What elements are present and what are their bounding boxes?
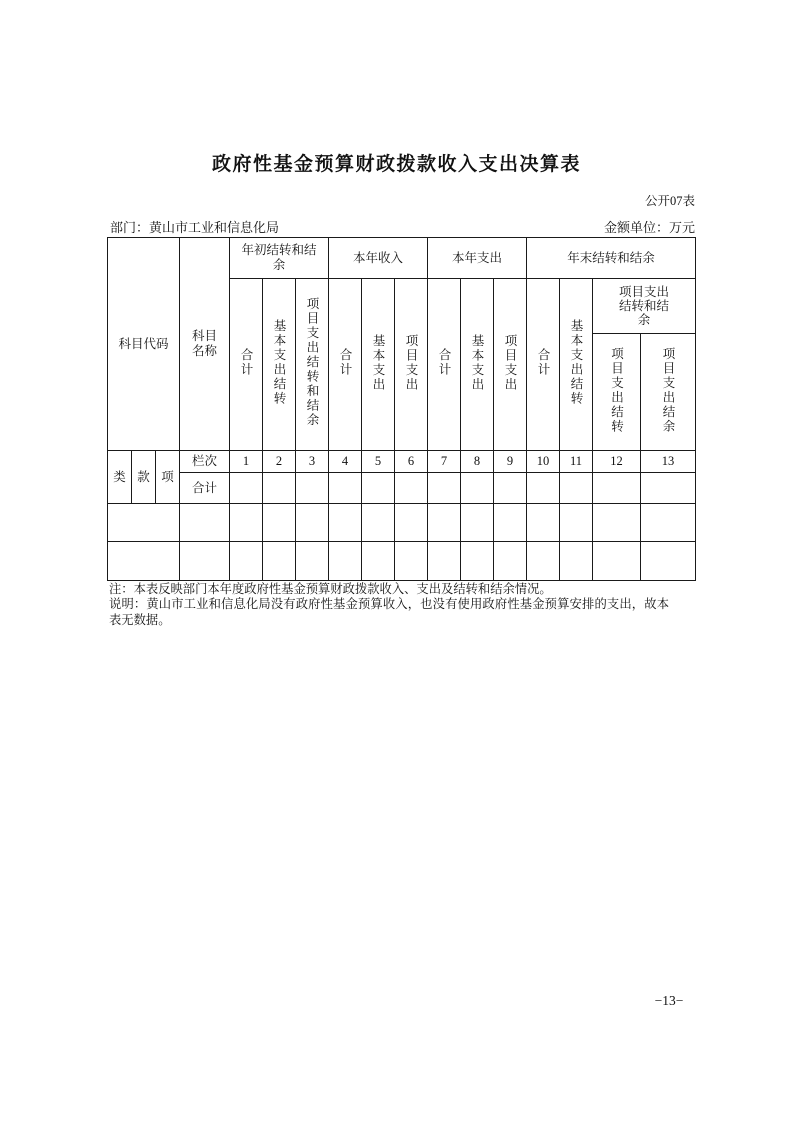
cell <box>263 504 296 542</box>
header-col-2-basic-carryover: 基本支出结转 <box>263 279 296 451</box>
header-col-3-project-carryover-balance: 项目支出结转和结余 <box>296 279 329 451</box>
cell <box>230 504 263 542</box>
cell <box>461 504 494 542</box>
cell <box>560 504 593 542</box>
cell <box>494 542 527 581</box>
row-name-total: 合计 <box>180 473 230 504</box>
col-number: 1 <box>230 451 263 473</box>
cell <box>428 473 461 504</box>
cell <box>593 504 641 542</box>
cell <box>641 473 696 504</box>
cell <box>230 473 263 504</box>
header-col-9-project-expenditure: 项目支出 <box>494 279 527 451</box>
col-number: 10 <box>527 451 560 473</box>
cell <box>593 542 641 581</box>
header-col-5-basic-expenditure: 基本支出 <box>362 279 395 451</box>
header-col-13-project-balance: 项目支出结余 <box>641 334 696 451</box>
explanation-text: 说明：黄山市工业和信息化局没有政府性基金预算收入，也没有使用政府性基金预算安排的支出，故本表无数据。 <box>109 597 669 627</box>
header-col-4-total: 合计 <box>329 279 362 451</box>
col-number: 2 <box>263 451 296 473</box>
header-col-11-basic-carryover: 基本支出结转 <box>560 279 593 451</box>
table-row <box>108 542 696 581</box>
header-group-yearend-balance: 年末结转和结余 <box>527 238 696 279</box>
header-col-7-total: 合计 <box>428 279 461 451</box>
cell <box>527 473 560 504</box>
table-notes <box>109 582 669 628</box>
col-number: 7 <box>428 451 461 473</box>
col-number: 9 <box>494 451 527 473</box>
cell <box>461 542 494 581</box>
table-row <box>108 504 696 542</box>
header-subject-code: 科目代码 <box>108 238 180 451</box>
cell <box>527 542 560 581</box>
cell <box>362 504 395 542</box>
cell <box>560 542 593 581</box>
col-number: 11 <box>560 451 593 473</box>
cell <box>296 542 329 581</box>
cell <box>329 473 362 504</box>
cell <box>527 504 560 542</box>
cell <box>494 473 527 504</box>
cell <box>230 542 263 581</box>
note-text: 注：本表反映部门本年度政府性基金预算财政拨款收入、支出及结转和结余情况。 <box>109 582 552 596</box>
cell <box>641 504 696 542</box>
col-number: 12 <box>593 451 641 473</box>
col-number: 13 <box>641 451 696 473</box>
cell <box>329 504 362 542</box>
cell <box>560 473 593 504</box>
cell <box>395 542 428 581</box>
header-col-8-basic-expenditure: 基本支出 <box>461 279 494 451</box>
page-title: 政府性基金预算财政拨款收入支出决算表 <box>211 154 581 175</box>
cell <box>428 542 461 581</box>
cell <box>641 542 696 581</box>
cell <box>329 542 362 581</box>
header-group-current-income: 本年收入 <box>329 238 428 279</box>
col-number: 4 <box>329 451 362 473</box>
row-code <box>108 542 180 581</box>
cell <box>395 504 428 542</box>
header-code-lei: 类 <box>108 451 132 504</box>
header-code-kuan: 款 <box>132 451 156 504</box>
header-subgroup-project-carryover-balance: 项目支出结转和结余 <box>593 279 696 334</box>
header-group-beginning-balance: 年初结转和结余 <box>230 238 329 279</box>
cell <box>494 504 527 542</box>
cell <box>296 473 329 504</box>
header-col-1-total: 合计 <box>230 279 263 451</box>
col-number: 3 <box>296 451 329 473</box>
header-lanci: 栏次 <box>180 451 230 473</box>
row-name <box>180 504 230 542</box>
cell <box>362 542 395 581</box>
header-col-12-project-carryover: 项目支出结转 <box>593 334 641 451</box>
header-code-xiang: 项 <box>156 451 180 504</box>
header-group-current-expenditure: 本年支出 <box>428 238 527 279</box>
table-row <box>108 473 696 504</box>
cell <box>263 473 296 504</box>
cell <box>428 504 461 542</box>
header-col-10-total: 合计 <box>527 279 560 451</box>
cell <box>593 473 641 504</box>
department-label: 部门：黄山市工业和信息化局 <box>110 220 280 235</box>
cell <box>263 542 296 581</box>
page-number: −13− <box>654 993 684 1008</box>
row-code <box>108 504 180 542</box>
cell <box>395 473 428 504</box>
header-col-6-project-expenditure: 项目支出 <box>395 279 428 451</box>
meta-row <box>110 217 695 236</box>
cell <box>461 473 494 504</box>
row-name <box>180 542 230 581</box>
col-number: 6 <box>395 451 428 473</box>
cell <box>296 504 329 542</box>
table-number: 公开07表 <box>644 194 695 208</box>
unit-label: 金额单位：万元 <box>603 220 695 235</box>
header-subject-name: 科目名称 <box>180 238 230 451</box>
col-number: 5 <box>362 451 395 473</box>
col-number: 8 <box>461 451 494 473</box>
cell <box>362 473 395 504</box>
fund-budget-table <box>107 237 696 581</box>
